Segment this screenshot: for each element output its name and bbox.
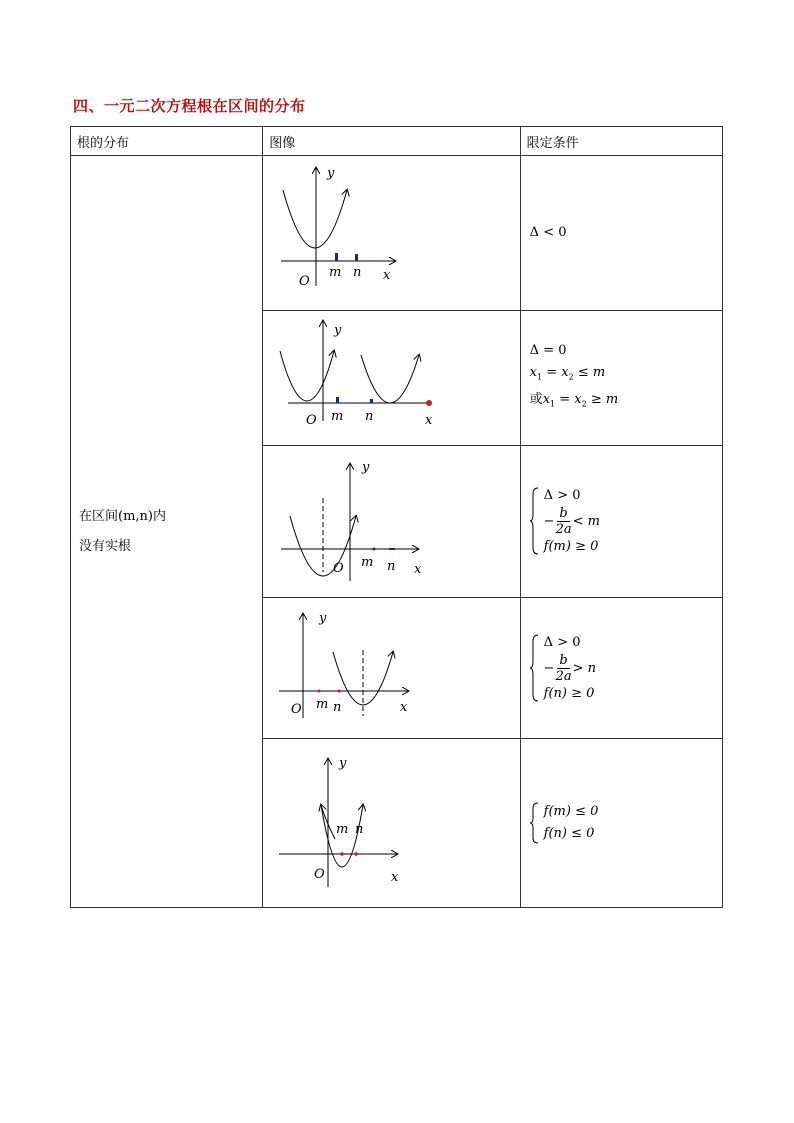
root-distribution-line1: 在区间(m,n)内 bbox=[79, 508, 167, 524]
condition-system-4 bbox=[530, 633, 722, 704]
header-root-distribution: 根的分布 bbox=[71, 127, 263, 156]
condition-cell-2 bbox=[520, 311, 722, 446]
table-row bbox=[71, 156, 723, 311]
n-label: n bbox=[333, 700, 342, 715]
condition-line-1: Δ > 0 bbox=[543, 488, 581, 503]
y-label: y bbox=[334, 323, 342, 338]
origin-label: O bbox=[306, 413, 317, 428]
point-n-marker bbox=[354, 852, 358, 856]
graph-cell-5 bbox=[263, 739, 520, 908]
x-label: x bbox=[425, 413, 433, 428]
condition-line-1: Δ = 0 bbox=[529, 343, 567, 359]
graph-cell-4 bbox=[263, 598, 520, 739]
n-label: n bbox=[387, 559, 396, 574]
m-label: m bbox=[336, 822, 349, 837]
m-label: m bbox=[316, 697, 329, 712]
m-label: m bbox=[331, 409, 344, 424]
graph-cell-3 bbox=[263, 446, 520, 598]
y-label: y bbox=[327, 166, 335, 181]
condition-cell-3 bbox=[520, 446, 722, 598]
condition-line-1: f(m) ≤ 0 bbox=[543, 804, 599, 819]
n-label: n bbox=[353, 265, 362, 280]
m-label: m bbox=[361, 555, 374, 570]
condition-delta-negative: Δ < 0 bbox=[529, 225, 567, 240]
header-graph: 图像 bbox=[263, 127, 520, 156]
condition-cell-4 bbox=[520, 598, 722, 739]
root-distribution-table bbox=[70, 126, 723, 908]
header-conditions: 限定条件 bbox=[520, 127, 722, 156]
point-n-marker bbox=[370, 399, 373, 403]
left-parabola-curve bbox=[280, 351, 334, 401]
root-distribution-line2: 没有实根 bbox=[79, 538, 132, 554]
condition-system-3 bbox=[530, 486, 722, 557]
point-m-marker bbox=[373, 548, 376, 551]
brace-icon bbox=[530, 486, 540, 556]
condition-line-2: − $\frac{b}{2a}$ < m bbox=[543, 506, 600, 537]
table-header-row bbox=[71, 127, 723, 156]
origin-label: O bbox=[291, 702, 302, 717]
graph-cell-1 bbox=[263, 156, 520, 311]
parabola-curve bbox=[283, 190, 347, 248]
condition-line-1: Δ > 0 bbox=[543, 634, 581, 650]
point-m-marker bbox=[318, 690, 321, 693]
x-label: x bbox=[414, 562, 422, 577]
n-label: n bbox=[365, 409, 374, 424]
point-n-marker bbox=[338, 690, 341, 693]
point-m-marker bbox=[335, 253, 338, 261]
condition-line-3: f(m) ≥ 0 bbox=[543, 539, 599, 554]
origin-label: O bbox=[299, 274, 310, 289]
y-label: y bbox=[362, 460, 370, 475]
point-n-marker bbox=[389, 548, 395, 550]
point-m-marker bbox=[336, 397, 339, 403]
condition-line-3: 或$x_1 = x_2 \ge m$ bbox=[529, 392, 619, 409]
condition-line-2: f(n) ≤ 0 bbox=[543, 826, 595, 841]
condition-cell-5 bbox=[520, 739, 722, 908]
origin-label: O bbox=[333, 561, 344, 576]
root-distribution-cell bbox=[71, 156, 263, 908]
x-label: x bbox=[383, 268, 391, 283]
m-label: m bbox=[329, 265, 342, 280]
x-label: x bbox=[391, 870, 399, 885]
x-label: x bbox=[400, 700, 408, 715]
right-parabola-curve bbox=[361, 355, 419, 403]
condition-cell-1 bbox=[520, 156, 722, 311]
parabola-graph-5 bbox=[263, 739, 519, 907]
parabola-graph-2 bbox=[263, 311, 519, 445]
n-label: n bbox=[355, 822, 364, 837]
y-label: y bbox=[339, 756, 347, 771]
brace-icon bbox=[530, 633, 540, 703]
condition-line-2: $x_1 = x_2 \le m$ bbox=[529, 365, 606, 382]
condition-system-5 bbox=[530, 801, 722, 845]
x-axis-arrow-dot bbox=[426, 400, 432, 406]
parabola-graph-4 bbox=[263, 598, 519, 738]
section-heading: 四、一元二次方程根在区间的分布 bbox=[73, 97, 306, 115]
y-label: y bbox=[319, 611, 327, 626]
condition-line-3: f(n) ≥ 0 bbox=[543, 685, 595, 701]
point-n-marker bbox=[355, 254, 358, 261]
parabola-graph-1 bbox=[263, 156, 519, 310]
point-m-marker bbox=[340, 852, 344, 856]
graph-cell-2 bbox=[263, 311, 520, 446]
condition-line-2: − $\frac{b}{2a}$ > n bbox=[543, 652, 597, 684]
origin-label: O bbox=[314, 867, 325, 882]
brace-icon bbox=[530, 801, 540, 845]
parabola-graph-3 bbox=[263, 446, 519, 597]
